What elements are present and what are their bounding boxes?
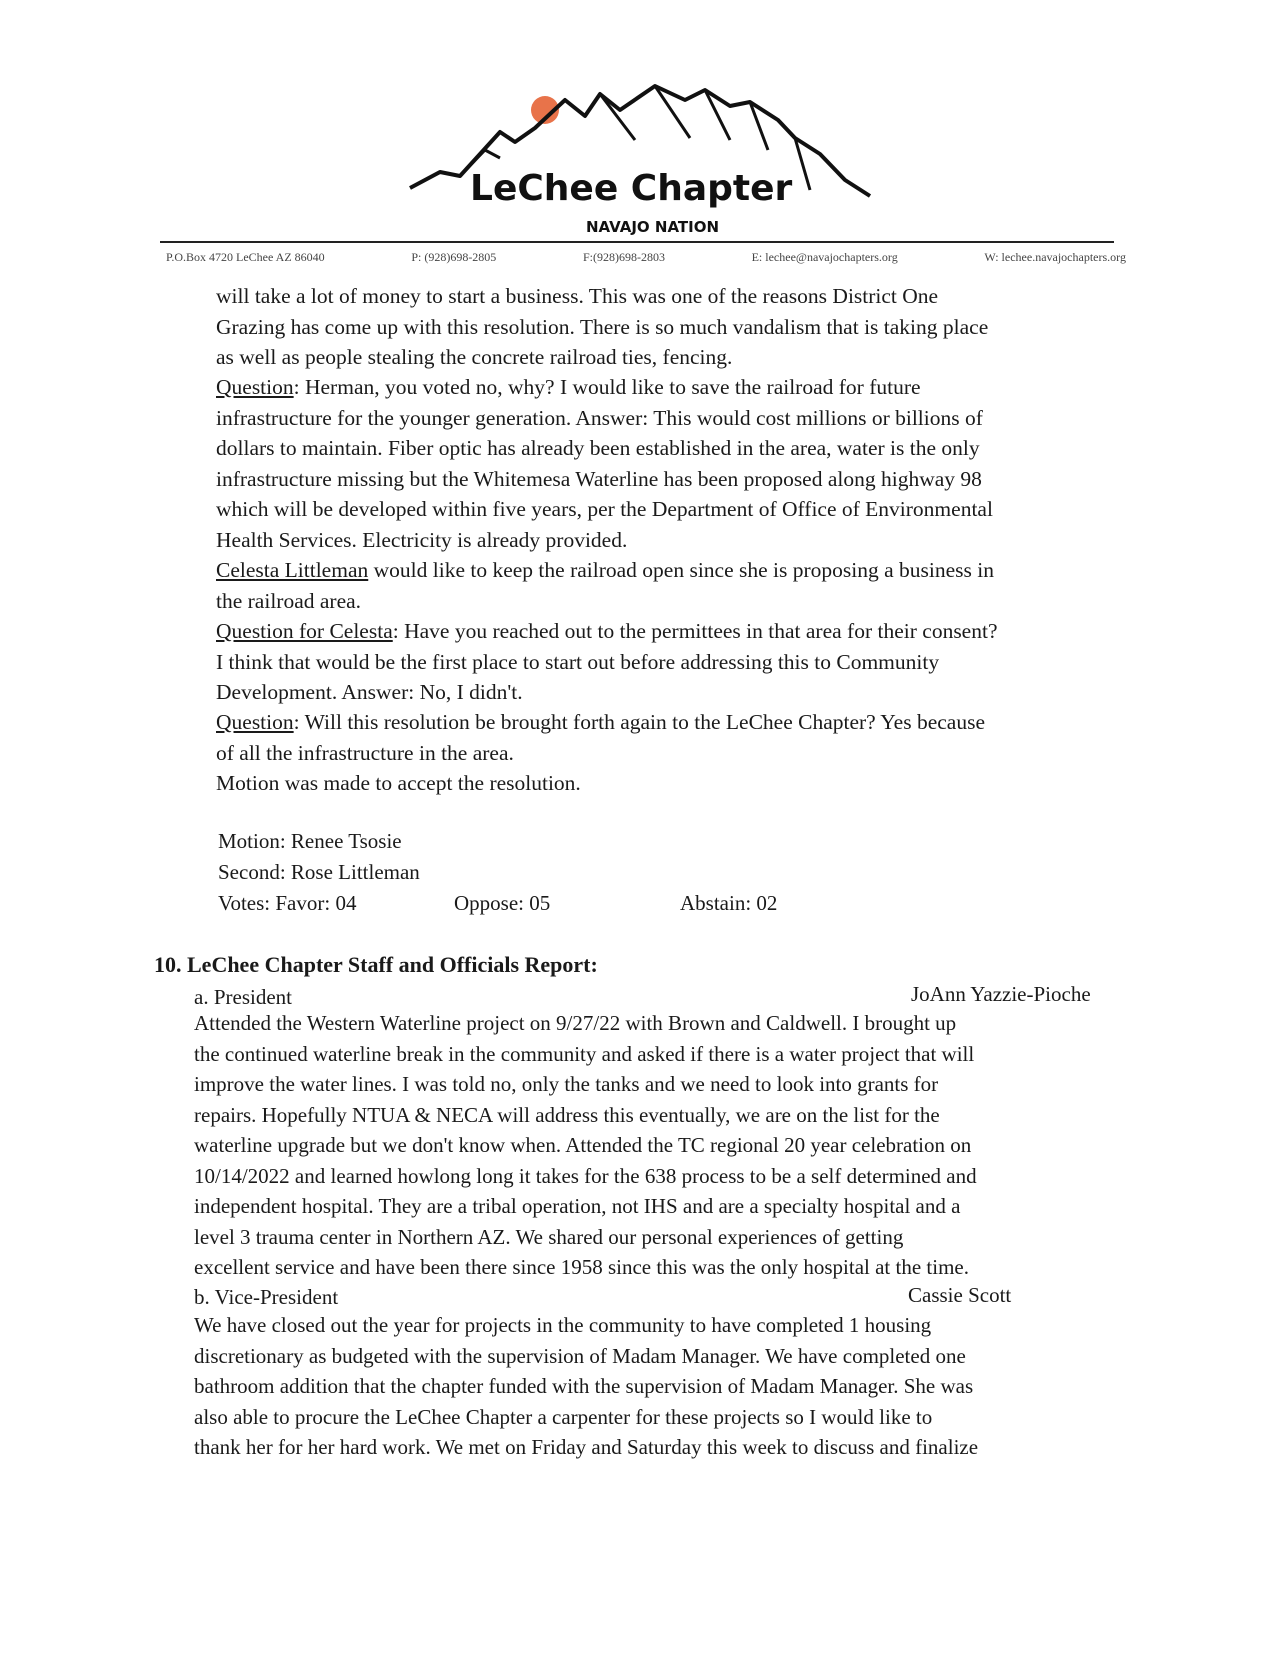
contact-fax: F:(928)698-2803 (582, 250, 665, 264)
letterhead (0, 0, 1280, 280)
org-name: LeChee Chapter (470, 168, 793, 209)
text-line: I think that would be the first place to start out before addressing this to Community (216, 649, 940, 674)
president-label: a. President (194, 985, 292, 1009)
section-heading: 10. LeChee Chapter Staff and Officials Report: (154, 952, 598, 977)
question-celesta (216, 616, 998, 708)
votes-oppose: Oppose: 05 (454, 891, 551, 915)
text-line: independent hospital. They are a tribal operation, not IHS and are a specialty hospital and a (194, 1194, 961, 1218)
text-line: : Will this resolution be brought forth again to the LeChee Chapter? Yes because (293, 710, 985, 734)
text-line: will take a lot of money to start a business. This was one of the reasons District One (216, 284, 939, 308)
mountain-logo-icon (400, 80, 900, 240)
contact-email: E: lechee@navajochapters.org (751, 250, 898, 264)
text-line: : Herman, you voted no, why? I would like to save the railroad for future (293, 375, 921, 399)
question-herman (216, 372, 993, 555)
text-line: improve the water lines. I was told no, only the tanks and we need to look into grants for (194, 1072, 939, 1096)
president-report (194, 1008, 977, 1283)
text-line: waterline upgrade but we don't know when. Attended the TC regional 20 year celebration on (194, 1133, 972, 1157)
text-line: also able to procure the LeChee Chapter a carpenter for these projects so I would like to (194, 1404, 933, 1429)
text-line: discretionary as budgeted with the supervision of Madam Manager. We have completed one (194, 1343, 966, 1368)
text-line: Attended the Western Waterline project on 9/27/22 with Brown and Caldwell. I brought up (194, 1011, 957, 1035)
text-line: level 3 trauma center in Northern AZ. We shared our personal experiences of getting (194, 1224, 904, 1249)
paragraph-intro (216, 281, 988, 373)
question-label: Question for Celesta (216, 619, 393, 643)
text-line: the continued waterline break in the community and asked if there is a water project that will (194, 1041, 975, 1066)
question-label: Question (216, 375, 294, 399)
contact-po-box: P.O.Box 4720 LeChee AZ 86040 (166, 250, 325, 264)
text-line: dollars to maintain. Fiber optic has already been established in the area, water is the only (216, 436, 980, 460)
president-name: JoAnn Yazzie-Pioche (911, 982, 1091, 1006)
text-line: would like to keep the railroad open since she is proposing a business in (368, 558, 995, 582)
votes-abstain: Abstain: 02 (680, 891, 778, 915)
text-line: infrastructure for the younger generation. Answer: This would cost millions or billions of (216, 405, 983, 430)
text-line: We have closed out the year for projects in the community to have completed 1 housing (194, 1313, 932, 1337)
org-subtitle: NAVAJO NATION (586, 218, 720, 236)
question-resolution (216, 707, 985, 799)
text-line: of all the infrastructure in the area. (216, 740, 514, 765)
text-line: Motion was made to accept the resolution. (216, 771, 581, 795)
text-line: Health Services. Electricity is already provided. (216, 527, 628, 552)
text-line: excellent service and have been there since 1958 since this was the only hospital at the time. (194, 1255, 969, 1279)
text-line: which will be developed within five years, per the Department of Office of Environmental (216, 497, 993, 521)
text-line: infrastructure missing but the Whitemesa Waterline has been proposed along highway 98 (216, 466, 982, 491)
text-line: Development. Answer: No, I didn't. (216, 680, 523, 704)
contact-website: W: lechee.navajochapters.org (984, 250, 1126, 264)
text-line: bathroom addition that the chapter funded with the supervision of Madam Manager. She was (194, 1374, 974, 1398)
votes-favor: Votes: Favor: 04 (218, 891, 357, 915)
vice-president-name: Cassie Scott (908, 1283, 1012, 1307)
text-line: the railroad area. (216, 588, 362, 613)
text-line: thank her for her hard work. We met on Friday and Saturday this week to discuss and finalize (194, 1435, 979, 1459)
contact-phone: P: (928)698-2805 (411, 250, 497, 264)
celesta-statement (216, 555, 994, 616)
vice-president-label: b. Vice-President (194, 1285, 339, 1309)
text-line: as well as people stealing the concrete railroad ties, fencing. (216, 345, 733, 369)
letterhead-rule (160, 241, 1114, 243)
contact-line (166, 250, 1126, 265)
text-line: : Have you reached out to the permittees in that area for their consent? (392, 619, 998, 643)
question-label: Question (216, 710, 294, 734)
text-line: 10/14/2022 and learned howlong long it takes for the 638 process to be a self determined and (194, 1163, 977, 1188)
text-line: repairs. Hopefully NTUA & NECA will address this eventually, we are on the list for the (194, 1102, 940, 1127)
text-line: Grazing has come up with this resolution. There is so much vandalism that is taking place (216, 314, 989, 339)
person-name: Celesta Littleman (216, 558, 369, 582)
second-by: Second: Rose Littleman (218, 860, 420, 884)
motion-by: Motion: Renee Tsosie (218, 829, 402, 853)
vice-president-report (194, 1310, 978, 1463)
